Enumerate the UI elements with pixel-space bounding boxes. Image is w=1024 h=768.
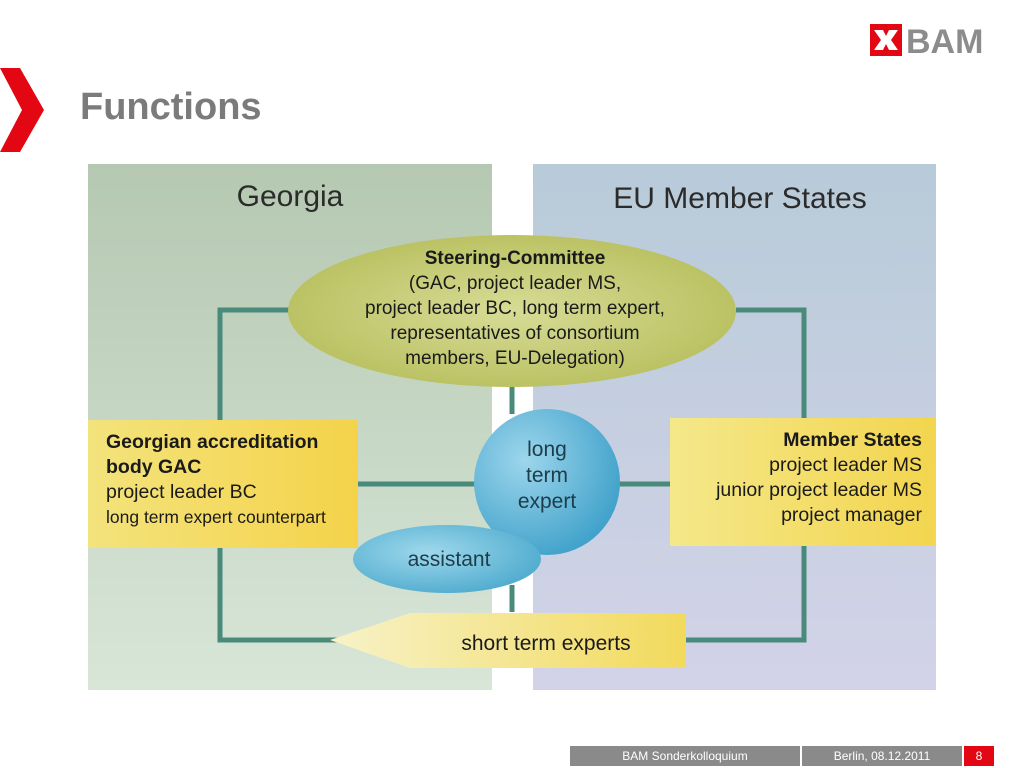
steering-committee-line: representatives of consortium: [390, 323, 640, 344]
member-states-text: [672, 428, 922, 528]
ga-line-counterpart: long term expert counterpart: [106, 507, 326, 527]
assistant-label: assistant: [407, 548, 491, 571]
ga-line-body: body GAC: [106, 456, 202, 478]
ms-line-junior: junior project leader MS: [716, 479, 922, 501]
ms-line-manager: project manager: [781, 504, 922, 526]
steering-committee-line: members, EU-Delegation): [405, 348, 625, 369]
eu-panel-title: EU Member States: [613, 182, 867, 215]
steering-committee-title: Steering-Committee: [424, 248, 606, 269]
expert-label-line: expert: [517, 490, 577, 513]
footer-bar: [570, 746, 994, 766]
footer-event: BAM Sonderkolloquium: [570, 746, 800, 766]
short-term-experts-label: short term experts: [461, 632, 631, 655]
steering-committee-line: (GAC, project leader MS,: [408, 273, 622, 294]
ga-line-title: Georgian accreditation: [106, 431, 319, 453]
ms-line-title: Member States: [783, 429, 922, 451]
georgian-accreditation-text: [106, 430, 366, 530]
footer-date: Berlin, 08.12.2011: [802, 746, 962, 766]
expert-label-line: term: [526, 464, 568, 487]
ms-line-leader: project leader MS: [769, 454, 922, 476]
logo-text: BAM: [906, 23, 984, 58]
georgia-panel-title: Georgia: [236, 180, 344, 213]
ga-line-leader: project leader BC: [106, 481, 257, 503]
footer-page-number: 8: [964, 746, 994, 766]
expert-label-line: long: [527, 438, 567, 461]
slide-title: Functions: [80, 86, 262, 128]
steering-committee-line: project leader BC, long term expert,: [365, 298, 665, 319]
